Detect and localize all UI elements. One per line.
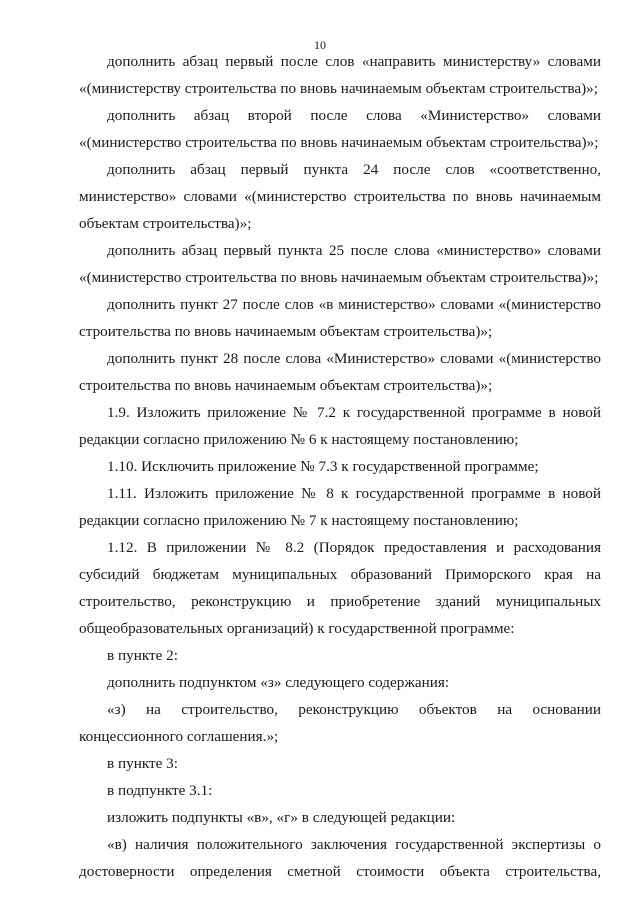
paragraph: 1.12. В приложении № 8.2 (Порядок предоставления и расходования субсидий бюджетам муниципальных образований Приморского края на строительство, реконструкцию и приобретение зданий муниципальных общеобразовательных организаций) к государственной программе: <box>79 539 601 637</box>
paragraph: «в) наличия положительного заключения государственной экспертизы о достоверности определения сметной стоимости объекта строительства, <box>79 836 601 880</box>
paragraph: 1.10. Исключить приложение № 7.3 к государственной программе; <box>107 458 539 475</box>
paragraph: дополнить абзац первый пункта 24 после слов «соответственно, министерство» словами «(министерство строительства по вновь начинаемым объектам строительства)»; <box>79 161 601 232</box>
paragraph: дополнить абзац первый пункта 25 после слова «министерство» словами «(министерство строительства по вновь начинаемым объектам строительства)»; <box>79 242 601 286</box>
paragraph: «з) на строительство, реконструкцию объектов на основании концессионного соглашения.»; <box>79 701 601 745</box>
paragraph: 1.11. Изложить приложение № 8 к государственной программе в новой редакции согласно приложению № 7 к настоящему постановлению; <box>79 485 601 529</box>
page-number: 10 <box>314 38 326 52</box>
paragraph: 1.9. Изложить приложение № 7.2 к государственной программе в новой редакции согласно приложению № 6 к настоящему постановлению; <box>79 404 601 448</box>
paragraph: в пункте 2: <box>107 647 178 664</box>
paragraph: дополнить пункт 27 после слов «в министерство» словами «(министерство строительства по вновь начинаемым объектам строительства)»; <box>79 296 601 340</box>
paragraph: в пункте 3: <box>107 755 178 772</box>
paragraph: дополнить пункт 28 после слова «Министерство» словами «(министерство строительства по вновь начинаемым объектам строительства)»; <box>79 350 601 394</box>
paragraph: дополнить абзац первый после слов «направить министерству» словами «(министерству строительства по вновь начинаемым объектам строительства)»; <box>79 53 601 97</box>
paragraph: дополнить подпунктом «з» следующего содержания: <box>107 674 450 691</box>
document-body <box>79 48 601 885</box>
paragraph: в подпункте 3.1: <box>107 782 213 799</box>
paragraph: изложить подпункты «в», «г» в следующей редакции: <box>107 809 456 826</box>
paragraph: дополнить абзац второй после слова «Министерство» словами «(министерство строительства по вновь начинаемым объектам строительства)»; <box>79 107 601 151</box>
